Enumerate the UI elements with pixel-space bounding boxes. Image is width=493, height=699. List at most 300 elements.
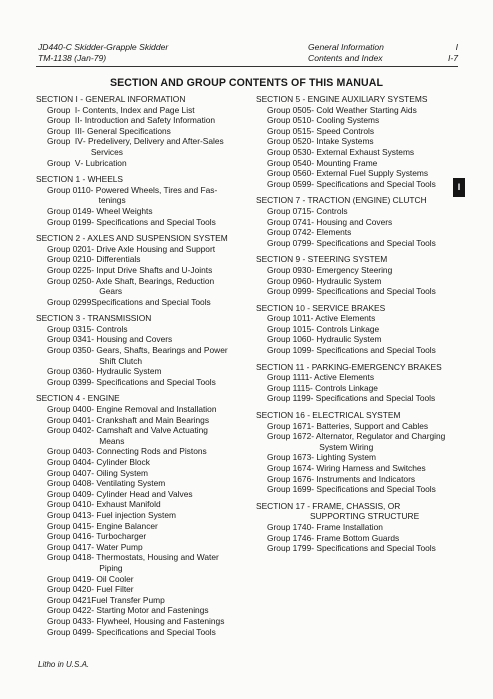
group-entry xyxy=(256,522,464,533)
contents-section xyxy=(256,303,464,356)
group-entry xyxy=(36,105,248,116)
group-title: - Controls xyxy=(91,323,128,334)
group-description xyxy=(91,404,248,415)
group-number: Group V xyxy=(47,157,81,168)
group-entry xyxy=(256,115,464,126)
group-entry xyxy=(36,552,248,573)
group-entry xyxy=(256,217,464,228)
group-title: - Cylinder Head and Valves xyxy=(91,488,193,499)
group-number: Group 1115 xyxy=(267,382,310,393)
group-description xyxy=(311,334,464,345)
group-title: - Wheel Weights xyxy=(91,205,153,216)
group-entry xyxy=(256,463,464,474)
group-title: - Cooling Systems xyxy=(311,115,380,126)
group-description xyxy=(91,185,248,206)
contents-section xyxy=(256,94,464,189)
section-heading: SECTION 10 - SERVICE BRAKES xyxy=(256,302,386,313)
section-heading: SECTION I - GENERAL INFORMATION xyxy=(36,94,186,104)
section-numeral: I xyxy=(455,42,458,52)
group-number: Group 1676 xyxy=(267,473,312,484)
group-title: - Turbocharger xyxy=(91,531,147,542)
group-title: - Batteries, Support and Cables xyxy=(311,420,429,431)
section-heading: SECTION 17 - FRAME, CHASSIS, OR xyxy=(256,500,401,511)
group-description xyxy=(311,463,464,474)
group-title: - External Fuel Supply Systems xyxy=(311,168,429,179)
group-entry xyxy=(256,265,464,276)
group-entry xyxy=(36,158,248,169)
group-title: - External Exhaust Systems xyxy=(311,146,415,157)
group-number: Group 0250 xyxy=(47,275,92,286)
group-title: - Oiling System xyxy=(91,467,149,478)
group-title: - Controls Linkage xyxy=(310,382,378,393)
group-description xyxy=(311,324,464,335)
group-number: Group 0560 xyxy=(267,168,312,179)
group-title: - Specifications and Special Tools xyxy=(91,376,216,387)
group-entry xyxy=(36,377,248,388)
group-description xyxy=(311,168,464,179)
group-number: Group 0930 xyxy=(267,264,312,275)
group-title: - Cylinder Block xyxy=(91,457,150,467)
group-entry xyxy=(256,334,464,345)
group-entry xyxy=(256,276,464,287)
group-description xyxy=(311,158,464,169)
group-title: - Thermostats, Housing and Water xyxy=(91,552,219,563)
group-description xyxy=(311,452,464,463)
group-title: - Housing and Covers xyxy=(91,334,173,345)
group-title: - Hydraulic System xyxy=(311,275,382,286)
group-number: Group 0960 xyxy=(267,275,312,286)
group-number: Group 0505 xyxy=(267,104,312,115)
group-entry xyxy=(256,345,464,356)
group-entry xyxy=(256,286,464,297)
group-description xyxy=(91,627,248,638)
group-entry xyxy=(36,265,248,276)
group-description xyxy=(91,595,248,606)
group-entry xyxy=(256,452,464,463)
group-title: - Specifications and Special Tools xyxy=(311,286,436,297)
group-title: - Drive Axle Housing and Support xyxy=(91,243,216,254)
group-title: - Specifications and Special Tools xyxy=(91,216,216,227)
section-heading: SECTION 11 - PARKING-EMERGENCY BRAKES xyxy=(256,361,442,372)
group-title: - Exhaust Manifold xyxy=(91,499,161,510)
contents-section xyxy=(256,410,464,495)
group-description xyxy=(309,372,464,383)
group-description xyxy=(91,265,248,276)
group-number: Group 0299 xyxy=(47,296,92,307)
contents-section xyxy=(256,254,464,296)
group-description xyxy=(91,425,248,446)
group-title: - Specifications and Special Tools xyxy=(311,178,436,189)
footer-print-note: Litho in U.S.A. xyxy=(38,660,90,669)
group-description xyxy=(311,522,464,533)
group-entry xyxy=(36,297,248,308)
group-description xyxy=(311,533,464,544)
group-title: - Connecting Rods and Pistons xyxy=(91,446,207,457)
group-number: Group 0599 xyxy=(267,178,312,189)
page-title: SECTION AND GROUP CONTENTS OF THIS MANUAL xyxy=(109,77,384,89)
group-title: - Active Elements xyxy=(310,313,376,324)
group-description xyxy=(311,136,464,147)
group-number: Group 1673 xyxy=(267,452,312,463)
group-entry xyxy=(256,105,464,116)
group-entry xyxy=(256,474,464,485)
group-entry xyxy=(36,415,248,426)
group-description xyxy=(91,446,248,457)
group-entry xyxy=(36,510,248,521)
group-description xyxy=(81,158,248,169)
group-entry xyxy=(36,404,248,415)
group-number: Group 0149 xyxy=(47,205,92,216)
group-title: - Gears, Shafts, Bearings and Power xyxy=(91,345,228,356)
group-description xyxy=(311,345,464,356)
group-number: Group 1740 xyxy=(267,521,312,532)
group-entry xyxy=(256,147,464,158)
section-heading: SECTION 16 - ELECTRICAL SYSTEM xyxy=(256,410,401,421)
group-number: Group 0410 xyxy=(47,499,92,510)
right-column xyxy=(256,94,464,560)
group-title: - Specifications and Special Tools xyxy=(311,345,436,356)
group-entry xyxy=(256,126,464,137)
group-title: - Speed Controls xyxy=(311,125,375,136)
group-number: Group 0999 xyxy=(267,286,312,297)
group-description xyxy=(91,206,248,217)
group-title: - Mounting Frame xyxy=(311,157,378,168)
group-description xyxy=(311,126,464,137)
group-number: Group 0515 xyxy=(267,125,312,136)
group-title: - Input Drive Shafts and U-Joints xyxy=(91,264,213,275)
contents-section xyxy=(256,362,464,404)
group-title: - Fuel injection System xyxy=(91,509,176,520)
group-title-continued: tenings xyxy=(98,195,126,206)
group-title: - Intake Systems xyxy=(311,136,374,147)
group-title-continued: System Wiring xyxy=(319,441,374,452)
group-entry xyxy=(36,254,248,265)
group-title: - Water Pump xyxy=(91,541,143,552)
group-number: Group 1699 xyxy=(267,484,312,495)
group-number: Group 0409 xyxy=(47,488,92,499)
group-entry xyxy=(36,542,248,553)
group-number: Group 0404 xyxy=(47,457,92,467)
contents-section xyxy=(36,393,248,637)
group-description xyxy=(311,105,464,116)
group-number: Group 1674 xyxy=(267,463,312,473)
group-number: Group II xyxy=(47,115,80,126)
group-title: - Frame Installation xyxy=(311,521,383,532)
group-title: - Flywheel, Housing and Fastenings xyxy=(91,615,225,626)
group-title: - Specifications and Special Tools xyxy=(310,393,436,404)
group-number: Group 0199 xyxy=(47,216,92,227)
group-title: - Alternator, Regulator and Charging xyxy=(311,431,446,442)
group-title: - Fuel Filter xyxy=(91,584,134,595)
group-title: - Specifications and Special Tools xyxy=(311,237,436,248)
section-heading: SECTION 1 - WHEELS xyxy=(36,174,124,185)
group-entry xyxy=(36,136,248,157)
group-description xyxy=(311,484,464,495)
group-entry xyxy=(36,468,248,479)
section-thumb-tab: I xyxy=(453,178,465,197)
section-heading-continued: SUPPORTING STRUCTURE xyxy=(310,511,420,522)
group-title-continued: Means xyxy=(99,435,125,446)
group-entry xyxy=(256,393,464,404)
group-number: Group 0400 xyxy=(47,404,92,415)
group-description xyxy=(91,574,248,585)
group-number: Group 1672 xyxy=(267,431,312,442)
group-title: - Oil Cooler xyxy=(91,573,134,584)
contents-section xyxy=(36,174,248,227)
manual-number: TM-1138 (Jan-79) xyxy=(38,52,107,63)
section-heading: SECTION 7 - TRACTION (ENGINE) CLUTCH xyxy=(256,195,427,206)
group-title: Specifications and Special Tools xyxy=(91,296,211,307)
group-entry xyxy=(256,179,464,190)
group-entry xyxy=(36,345,248,366)
section-heading: SECTION 9 - STEERING SYSTEM xyxy=(256,254,388,265)
group-entry xyxy=(36,478,248,489)
group-title: - Engine Removal and Installation xyxy=(91,404,217,415)
group-description xyxy=(311,238,464,249)
group-description xyxy=(311,206,464,217)
contents-section xyxy=(36,313,248,387)
group-number: Group 0402 xyxy=(47,425,92,436)
group-title: - Lighting System xyxy=(311,452,376,463)
contents-section xyxy=(256,195,464,248)
contents-section xyxy=(36,94,248,168)
group-title: - Housing and Covers xyxy=(311,216,393,227)
group-entry xyxy=(256,238,464,249)
group-entry xyxy=(36,185,248,206)
group-number: Group 0418 xyxy=(47,552,92,563)
group-number: Group 0540 xyxy=(267,157,312,168)
group-number: Group 0420 xyxy=(47,584,92,595)
group-title-continued: Piping xyxy=(99,562,123,573)
group-title: - Lubrication xyxy=(80,157,127,168)
group-number: Group IV xyxy=(47,136,83,147)
group-number: Group 1015 xyxy=(267,323,312,334)
group-description xyxy=(91,345,248,366)
group-number: Group 0422 xyxy=(47,605,92,616)
group-entry xyxy=(256,206,464,217)
group-description xyxy=(91,415,248,426)
group-number: Group 0399 xyxy=(47,376,92,387)
group-number: Group 0520 xyxy=(267,136,312,147)
group-description xyxy=(311,543,464,554)
group-description xyxy=(91,531,248,542)
group-title: - Cold Weather Starting Aids xyxy=(311,104,417,115)
group-description xyxy=(91,297,248,308)
group-entry xyxy=(256,324,464,335)
group-description xyxy=(311,276,464,287)
group-number: Group 1746 xyxy=(267,532,312,543)
group-title: - Frame Bottom Guards xyxy=(311,532,400,543)
group-title: - Hydraulic System xyxy=(311,334,382,345)
group-title: - Introduction and Safety Information xyxy=(79,115,216,126)
group-description xyxy=(91,254,248,265)
group-number: Group 1671 xyxy=(267,420,312,431)
group-description xyxy=(82,126,248,137)
group-number: Group 0201 xyxy=(47,243,92,254)
group-number: Group 0350 xyxy=(47,345,92,356)
group-number: Group 1799 xyxy=(267,543,312,554)
group-entry xyxy=(36,584,248,595)
section-name: General Information xyxy=(308,42,384,52)
group-title: - Predelivery, Delivery and After-Sales xyxy=(82,136,224,147)
group-number: Group 1060 xyxy=(267,334,312,345)
group-description xyxy=(91,244,248,255)
group-description xyxy=(91,457,248,468)
group-entry xyxy=(36,605,248,616)
group-entry xyxy=(256,383,464,394)
group-title: - Elements xyxy=(311,227,352,238)
group-number: Group 0715 xyxy=(267,205,312,216)
group-description xyxy=(80,115,248,126)
group-title: - Instruments and Indicators xyxy=(311,473,416,484)
group-number: Group 0415 xyxy=(47,520,92,531)
group-description xyxy=(311,115,464,126)
group-number: Group 1199 xyxy=(267,393,311,404)
group-number: Group 0742 xyxy=(267,227,312,238)
group-entry xyxy=(36,616,248,627)
group-title: - Emergency Steering xyxy=(311,264,393,275)
group-description xyxy=(91,468,248,479)
group-title-continued: Shift Clutch xyxy=(99,355,143,366)
group-description xyxy=(311,227,464,238)
group-description xyxy=(311,393,464,404)
group-description xyxy=(310,383,464,394)
group-entry xyxy=(36,115,248,126)
page-header-right xyxy=(308,42,458,63)
group-title: - Starting Motor and Fastenings xyxy=(91,605,209,616)
group-entry xyxy=(256,533,464,544)
group-entry xyxy=(36,206,248,217)
group-description xyxy=(311,265,464,276)
group-title: - General Specifications xyxy=(81,125,171,136)
group-number: Group 1111 xyxy=(267,372,310,383)
group-number: Group 0499 xyxy=(47,626,92,637)
group-number: Group 0210 xyxy=(47,254,92,265)
group-title: - Active Elements xyxy=(309,372,375,383)
section-heading: SECTION 4 - ENGINE xyxy=(36,393,120,404)
group-title: - Wiring Harness and Switches xyxy=(311,463,426,473)
group-number: Group 0421 xyxy=(47,594,92,605)
group-description xyxy=(311,431,464,452)
group-description xyxy=(91,324,248,335)
group-description xyxy=(311,421,464,432)
subsection-name: Contents and Index xyxy=(308,52,383,63)
group-number: Group 0315 xyxy=(47,323,92,334)
group-description xyxy=(91,542,248,553)
group-number: Group 0110 xyxy=(47,184,91,195)
group-description xyxy=(77,105,248,116)
group-entry xyxy=(36,595,248,606)
group-number: Group 0510 xyxy=(267,115,312,126)
group-entry xyxy=(256,484,464,495)
group-entry xyxy=(256,421,464,432)
group-number: Group 0799 xyxy=(267,237,312,248)
group-title: - Crankshaft and Main Bearings xyxy=(91,414,210,425)
group-entry xyxy=(36,521,248,532)
group-title: - Specifications and Special Tools xyxy=(91,626,216,637)
group-title: - Powered Wheels, Tires and Fas- xyxy=(90,184,218,195)
group-entry xyxy=(36,217,248,228)
group-entry xyxy=(36,334,248,345)
group-description xyxy=(311,313,464,324)
group-description xyxy=(91,521,248,532)
group-title: - Ventilating System xyxy=(91,478,166,489)
group-number: Group 0360 xyxy=(47,366,92,377)
group-title: Fuel Transfer Pump xyxy=(91,594,165,605)
group-number: Group I xyxy=(47,104,78,115)
group-description xyxy=(91,478,248,489)
group-description xyxy=(91,499,248,510)
group-entry xyxy=(36,425,248,446)
page-number: I-7 xyxy=(447,52,458,63)
group-number: Group 0530 xyxy=(267,146,312,157)
group-title: - Controls xyxy=(311,205,348,216)
group-title: - Contents, Index and Page List xyxy=(77,104,195,115)
group-description xyxy=(311,179,464,190)
group-entry xyxy=(36,531,248,542)
group-number: Group 0741 xyxy=(267,216,312,227)
group-title: - Hydraulic System xyxy=(91,366,162,377)
group-entry xyxy=(36,627,248,638)
group-entry xyxy=(36,324,248,335)
group-number: Group 0408 xyxy=(47,478,92,489)
group-title: - Engine Balancer xyxy=(91,520,158,531)
group-description xyxy=(311,217,464,228)
group-title: - Controls Linkage xyxy=(311,323,380,334)
group-entry xyxy=(36,574,248,585)
group-entry xyxy=(36,457,248,468)
header-divider xyxy=(36,66,458,67)
group-number: Group III xyxy=(47,125,82,136)
contents-section xyxy=(36,233,248,307)
group-number: Group 0413 xyxy=(47,509,92,520)
contents-section xyxy=(256,501,464,554)
group-entry xyxy=(36,276,248,297)
group-description xyxy=(91,616,248,627)
section-heading: SECTION 5 - ENGINE AUXILIARY SYSTEMS xyxy=(256,94,428,104)
group-entry xyxy=(256,227,464,238)
page-header-left xyxy=(38,42,168,63)
group-title: - Axle Shaft, Bearings, Reduction xyxy=(91,275,215,286)
group-number: Group 0407 xyxy=(47,467,92,478)
group-title-continued: Services xyxy=(90,146,123,157)
group-description xyxy=(91,334,248,345)
group-entry xyxy=(256,543,464,554)
group-description xyxy=(83,136,248,157)
group-entry xyxy=(256,168,464,179)
section-heading: SECTION 3 - TRANSMISSION xyxy=(36,313,152,324)
group-description xyxy=(91,366,248,377)
group-description xyxy=(91,584,248,595)
group-entry xyxy=(36,366,248,377)
group-number: Group 0225 xyxy=(47,264,92,275)
group-entry xyxy=(256,313,464,324)
group-description xyxy=(91,605,248,616)
group-entry xyxy=(256,158,464,169)
group-title: - Camshaft and Valve Actuating xyxy=(91,425,208,436)
left-column xyxy=(36,94,248,643)
group-title: - Specifications and Special Tools xyxy=(311,543,436,554)
machine-model: JD440-C Skidder-Grapple Skidder xyxy=(38,42,169,52)
group-description xyxy=(311,286,464,297)
group-description xyxy=(91,217,248,228)
group-number: Group 0433 xyxy=(47,615,92,626)
group-entry xyxy=(256,372,464,383)
group-entry xyxy=(256,136,464,147)
group-title-continued: Gears xyxy=(99,286,123,297)
group-entry xyxy=(36,244,248,255)
group-description xyxy=(91,489,248,500)
